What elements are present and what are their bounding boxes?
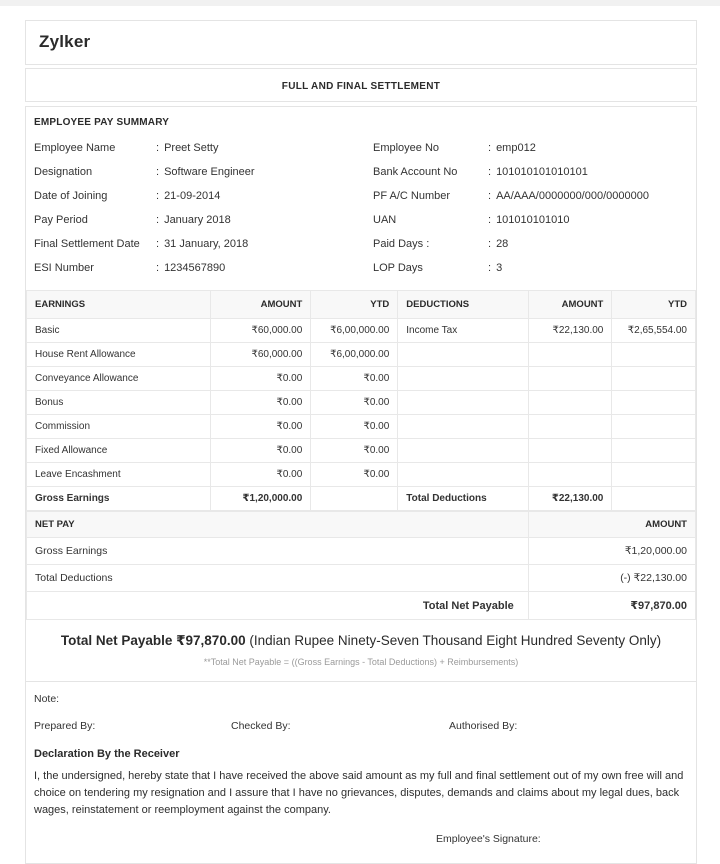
earning-ytd: ₹0.00 (311, 463, 398, 487)
total-net-payable-summary-line (36, 633, 686, 649)
field-label: Pay Period (34, 214, 88, 226)
table-row (27, 319, 696, 343)
field-value: 31 January, 2018 (164, 238, 249, 250)
deduction-amount (528, 391, 612, 415)
field-label: Employee Name (34, 142, 116, 154)
field-label: Date of Joining (34, 190, 108, 202)
employee-name-row (34, 136, 361, 160)
declaration-section (26, 736, 696, 863)
authorised-by-label: Authorised By: (449, 720, 518, 732)
field-value: 101010101010 (496, 214, 570, 226)
document-title: FULL AND FINAL SETTLEMENT (281, 81, 441, 92)
table-row (27, 367, 696, 391)
deduction-ytd: ₹2,65,554.00 (612, 319, 696, 343)
total-net-payable-words: (Indian Rupee Ninety-Seven Thousand Eight Hundred Seventy Only) (249, 633, 662, 648)
field-label: ESI Number (34, 262, 94, 274)
deduction-name (398, 391, 528, 415)
separator: : (488, 214, 492, 226)
field-value: 1234567890 (164, 262, 226, 274)
total-deductions-ytd (612, 487, 696, 511)
deductions-column-header: DEDUCTIONS (398, 291, 528, 319)
separator: : (488, 190, 492, 202)
separator: : (156, 214, 160, 226)
total-net-payable-amount-text: Total Net Payable ₹97,870.00 (60, 633, 246, 648)
designation-row (34, 160, 361, 184)
table-row (27, 391, 696, 415)
earning-name: Leave Encashment (27, 463, 211, 487)
gross-earnings-amount: ₹1,20,000.00 (210, 487, 310, 511)
deduction-name (398, 367, 528, 391)
deductions-ytd-column-header: YTD (612, 291, 696, 319)
deduction-ytd (612, 391, 696, 415)
field-label: Paid Days : (373, 238, 430, 250)
field-label: Bank Account No (373, 166, 458, 178)
paid-days-row (373, 232, 688, 256)
field-label: UAN (373, 214, 397, 226)
window-top-edge (0, 0, 720, 6)
field-value: AA/AAA/0000000/000/0000000 (496, 190, 649, 202)
net-pay-table (26, 511, 696, 620)
final-settlement-date-row (34, 232, 361, 256)
document-title-band (25, 68, 697, 102)
employee-summary-right-column (361, 136, 688, 280)
earning-amount: ₹60,000.00 (210, 319, 310, 343)
company-name: Zylker (39, 32, 91, 51)
total-net-payable-row (27, 592, 696, 620)
separator: : (156, 262, 160, 274)
total-deductions-amount: ₹22,130.00 (528, 487, 612, 511)
earning-ytd: ₹0.00 (311, 391, 398, 415)
field-value: Preet Setty (164, 142, 219, 154)
declaration-text: I, the undersigned, hereby state that I have received the above said amount as my full and final settlement out of my own free will and choice on tendering my resignation and I assure that I have no grievances, disputes, demands and claims about my legal dues, back wages, reinstatement or reemployment against the company. (34, 770, 684, 817)
table-row (27, 343, 696, 367)
earning-amount: ₹0.00 (210, 367, 310, 391)
employee-signature-label: Employee's Signature: (436, 833, 541, 846)
field-label: Designation (34, 166, 93, 178)
settlement-document (25, 20, 697, 864)
separator: : (156, 190, 160, 202)
employee-pay-summary-heading: EMPLOYEE PAY SUMMARY (34, 117, 170, 128)
payable-summary-section (26, 620, 696, 682)
deduction-ytd (612, 415, 696, 439)
field-value: 101010101010101 (496, 166, 588, 178)
prepared-by-label: Prepared By: (34, 720, 96, 732)
net-pay-gross-earnings-row (27, 538, 696, 565)
deduction-amount (528, 463, 612, 487)
earning-amount: ₹0.00 (210, 391, 310, 415)
field-value: 21-09-2014 (164, 190, 221, 202)
deduction-amount: ₹22,130.00 (528, 319, 612, 343)
deduction-amount (528, 367, 612, 391)
field-label: Employee No (373, 142, 440, 154)
separator: : (156, 238, 160, 250)
uan-row (373, 208, 688, 232)
pf-account-number-row (373, 184, 688, 208)
net-payable-formula-note: **Total Net Payable = ((Gross Earnings - Total Deductions) + Reimbursements) (203, 657, 519, 667)
earning-name: Fixed Allowance (27, 439, 211, 463)
earning-ytd: ₹0.00 (311, 415, 398, 439)
table-row (27, 463, 696, 487)
earning-name: House Rent Allowance (27, 343, 211, 367)
earnings-deductions-header-row (27, 291, 696, 319)
separator: : (156, 166, 160, 178)
date-of-joining-row (34, 184, 361, 208)
employee-no-row (373, 136, 688, 160)
earnings-ytd-column-header: YTD (311, 291, 398, 319)
bank-account-no-row (373, 160, 688, 184)
deduction-ytd (612, 367, 696, 391)
total-net-payable-label: Total Net Payable (27, 592, 529, 620)
earning-ytd: ₹0.00 (311, 367, 398, 391)
row-label: Total Deductions (27, 565, 529, 592)
deduction-name (398, 415, 528, 439)
earning-amount: ₹0.00 (210, 439, 310, 463)
field-value: January 2018 (164, 214, 231, 226)
deduction-name: Income Tax (398, 319, 528, 343)
deduction-amount (528, 439, 612, 463)
field-value: Software Engineer (164, 166, 255, 178)
field-label: Final Settlement Date (34, 238, 140, 250)
earning-name: Commission (27, 415, 211, 439)
separator: : (488, 166, 492, 178)
earning-amount: ₹60,000.00 (210, 343, 310, 367)
field-value: emp012 (496, 142, 536, 154)
deduction-amount (528, 415, 612, 439)
deduction-ytd (612, 463, 696, 487)
field-value: 3 (496, 262, 503, 274)
field-label: PF A/C Number (373, 190, 451, 202)
company-header (25, 20, 697, 65)
separator: : (488, 262, 492, 274)
field-value: 28 (496, 238, 509, 250)
esi-number-row (34, 256, 361, 280)
earning-amount: ₹0.00 (210, 463, 310, 487)
net-pay-amount-column-header: AMOUNT (528, 512, 695, 538)
earnings-amount-column-header: AMOUNT (210, 291, 310, 319)
earning-ytd: ₹0.00 (311, 439, 398, 463)
separator: : (156, 142, 160, 154)
pay-period-row (34, 208, 361, 232)
note-label: Note: (34, 693, 60, 705)
earning-name: Bonus (27, 391, 211, 415)
employee-summary-left-column (34, 136, 361, 280)
earnings-deductions-table (26, 290, 696, 511)
deduction-ytd (612, 343, 696, 367)
deduction-ytd (612, 439, 696, 463)
gross-earnings-ytd (311, 487, 398, 511)
deduction-name (398, 343, 528, 367)
net-pay-total-deductions-row (27, 565, 696, 592)
earnings-column-header: EARNINGS (27, 291, 211, 319)
declaration-heading: Declaration By the Receiver (34, 748, 180, 760)
table-row (27, 415, 696, 439)
earning-ytd: ₹6,00,000.00 (311, 343, 398, 367)
checked-by-label: Checked By: (231, 720, 291, 732)
deduction-amount (528, 343, 612, 367)
row-amount: (-) ₹22,130.00 (528, 565, 695, 592)
earning-name: Conveyance Allowance (27, 367, 211, 391)
net-pay-header-row (27, 512, 696, 538)
earning-ytd: ₹6,00,000.00 (311, 319, 398, 343)
field-label: LOP Days (373, 262, 423, 274)
deduction-name (398, 463, 528, 487)
separator: : (488, 238, 492, 250)
deduction-name (398, 439, 528, 463)
total-net-payable-amount: ₹97,870.00 (528, 592, 695, 620)
lop-days-row (373, 256, 688, 280)
earning-amount: ₹0.00 (210, 415, 310, 439)
separator: : (488, 142, 492, 154)
earning-name: Basic (27, 319, 211, 343)
table-row (27, 439, 696, 463)
settlement-body (25, 106, 697, 864)
signoff-row (26, 707, 696, 736)
total-deductions-label: Total Deductions (398, 487, 528, 511)
deductions-amount-column-header: AMOUNT (528, 291, 612, 319)
row-label: Gross Earnings (27, 538, 529, 565)
totals-row (27, 487, 696, 511)
employee-summary-grid (26, 134, 696, 290)
gross-earnings-label: Gross Earnings (27, 487, 211, 511)
net-pay-column-header: NET PAY (27, 512, 529, 538)
row-amount: ₹1,20,000.00 (528, 538, 695, 565)
